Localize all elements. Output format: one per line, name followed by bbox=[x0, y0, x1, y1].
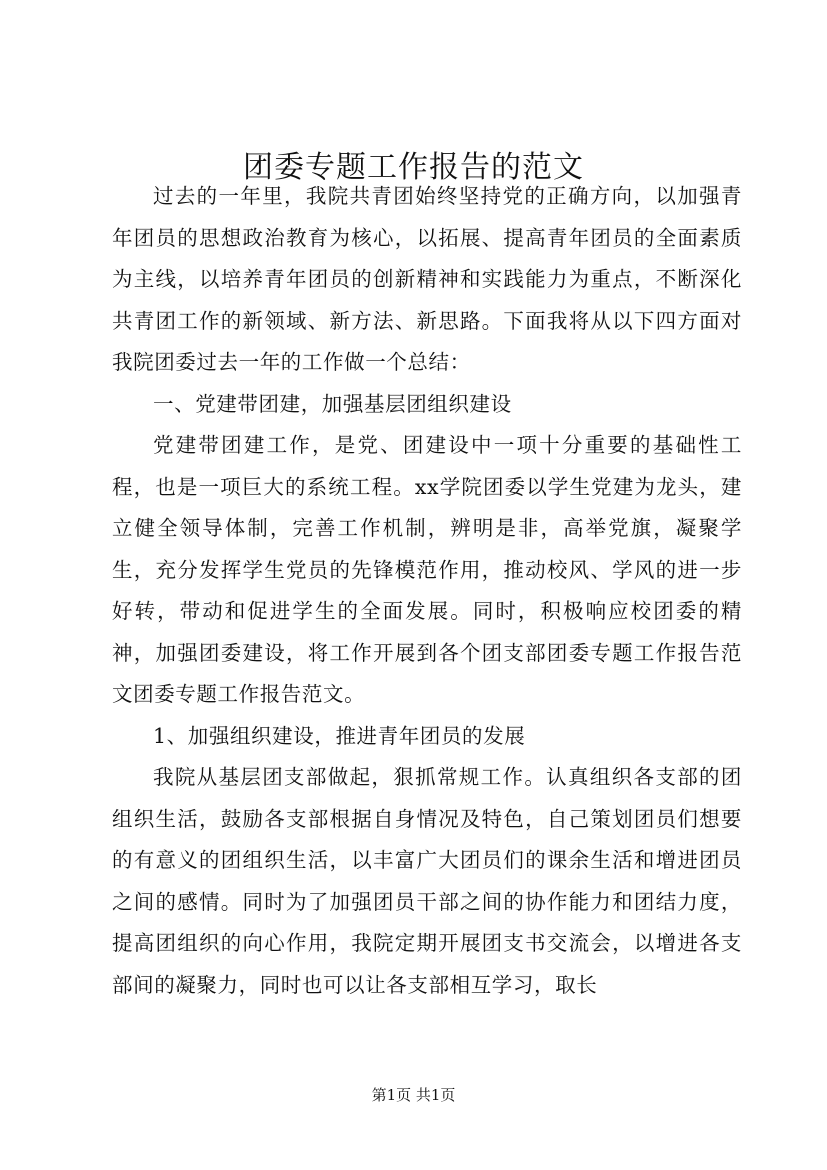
subsection-heading-1: 1、加强组织建设，推进青年团员的发展 bbox=[153, 723, 526, 748]
document-body bbox=[112, 176, 742, 1006]
document-title: 团委专题工作报告的范文 bbox=[243, 150, 584, 185]
paragraph-intro: 过去的一年里，我院共青团始终坚持党的正确方向，以加强青年团员的思想政治教育为核心，以拓展、提高青年团员的全面素质为主线，以培养青年团员的创新精神和实践能力为重点，不断深化共青团工作的新领域、新方法、新思路。下面我将从以下四方面对我院团委过去一年的工作做一个总结： bbox=[112, 184, 742, 374]
page-footer: 第1页 共1页 bbox=[371, 1086, 456, 1104]
paragraph-party-building: 党建带团建工作，是党、团建设中一项十分重要的基础性工程，也是一项巨大的系统工程。xx学院团委以学生党建为龙头，建立健全领导体制，完善工作机制，辨明是非，高举党旗，凝聚学生，充分发挥学生党员的先锋模范作用，推动校风、学风的进一步好转，带动和促进学生的全面发展。同时，积极响应校团委的精神，加强团委建设，将工作开展到各个团支部团委专题工作报告范文团委专题工作报告范文。 bbox=[112, 433, 742, 706]
section-heading-1: 一、党建带团建，加强基层团组织建设 bbox=[153, 391, 512, 416]
paragraph-organization: 我院从基层团支部做起，狠抓常规工作。认真组织各支部的团组织生活，鼓励各支部根据自身情况及特色，自己策划团员们想要的有意义的团组织生活，以丰富广大团员们的课余生活和增进团员之间的感情。同时为了加强团员干部之间的协作能力和团结力度，提高团组织的向心作用，我院定期开展团支书交流会，以增进各支部间的凝聚力，同时也可以让各支部相互学习，取长 bbox=[112, 765, 742, 997]
